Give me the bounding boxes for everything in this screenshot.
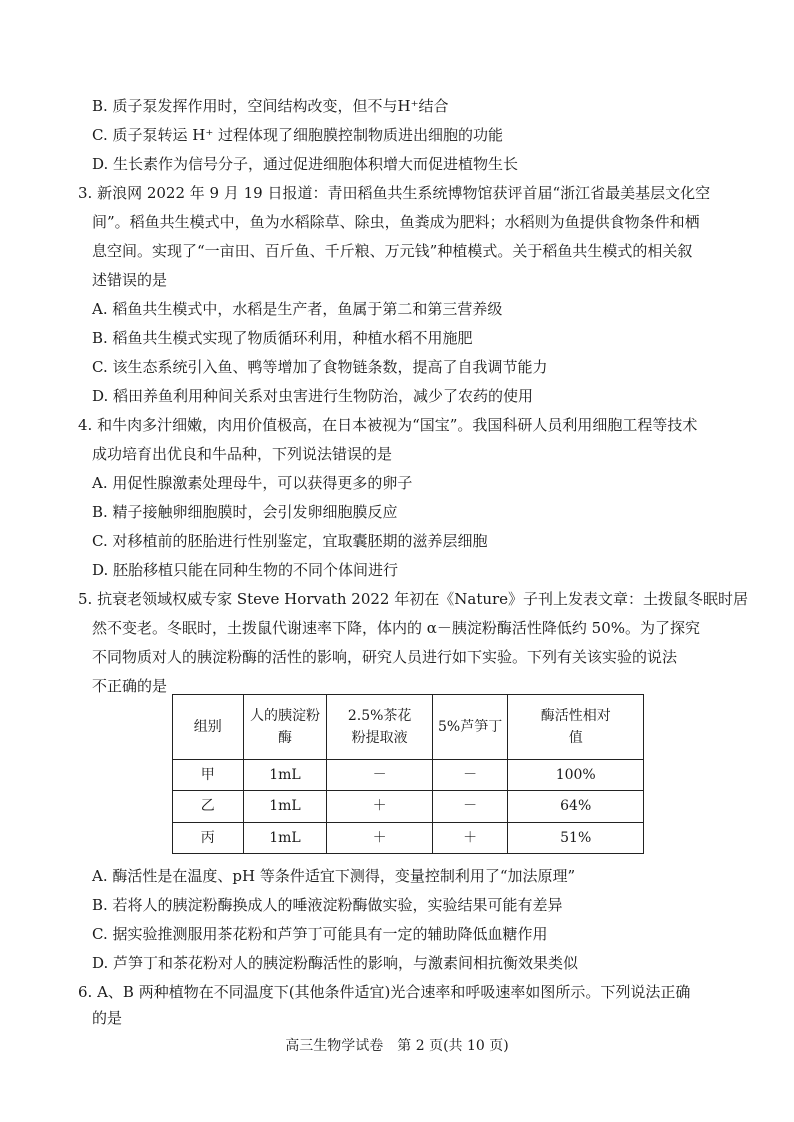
q5-stem-line-2: 然不变老。冬眠时，土拨鼠代谢速率下降，体内的 α－胰淀粉酶活性降低约 50%。为了探究 xyxy=(92,619,701,637)
table-cell: 丙 xyxy=(173,822,244,853)
table-cell: 100% xyxy=(508,760,644,791)
table-cell: 51% xyxy=(508,822,644,853)
q2-option-c: C. 质子泵转运 H⁺ 过程体现了细胞膜控制物质进出细胞的功能 xyxy=(92,126,504,144)
table-cell: ＋ xyxy=(327,822,432,853)
q3-stem-line-2: 间”。稻鱼共生模式中，鱼为水稻除草、除虫，鱼粪成为肥料；水稻则为鱼提供食物条件和栖 xyxy=(92,213,700,231)
q3-option-d: D. 稻田养鱼利用种间关系对虫害进行生物防治，减少了农药的使用 xyxy=(92,387,534,405)
table-header-cell: 2.5%茶花粉提取液 xyxy=(327,695,432,760)
q3-option-c: C. 该生态系统引入鱼、鸭等增加了食物链条数，提高了自我调节能力 xyxy=(92,358,548,376)
q4-option-c: C. 对移植前的胚胎进行性别鉴定，宜取囊胚期的滋养层细胞 xyxy=(92,532,488,550)
table-cell: 1mL xyxy=(243,822,327,853)
table-cell: 1mL xyxy=(243,791,327,822)
table-row xyxy=(173,760,644,791)
q5-option-b: B. 若将人的胰淀粉酶换成人的唾液淀粉酶做实验，实验结果可能有差异 xyxy=(92,896,563,914)
table-header-cell: 5%芦笋丁 xyxy=(432,695,508,760)
page-footer: 高三生物学试卷 第 2 页(共 10 页) xyxy=(285,1038,509,1054)
q6-stem-line-1: 6. A、B 两种植物在不同温度下(其他条件适宜)光合速率和呼吸速率如图所示。下列说法正确 xyxy=(78,983,691,1001)
table-cell: 1mL xyxy=(243,760,327,791)
q6-stem-line-2: 的是 xyxy=(92,1009,123,1027)
q3-stem-line-1: 3. 新浪网 2022 年 9 月 19 日报道：青田稻鱼共生系统博物馆获评首届“浙江省最美基层文化空 xyxy=(78,184,711,202)
table-cell: ＋ xyxy=(327,791,432,822)
table-cell: 乙 xyxy=(173,791,244,822)
table-cell: ＋ xyxy=(432,822,508,853)
q5-option-a: A. 酶活性是在温度、pH 等条件适宜下测得，变量控制利用了“加法原理” xyxy=(92,867,576,885)
table-header-row xyxy=(173,695,644,760)
table-header-cell: 组别 xyxy=(173,695,244,760)
table-header-cell: 人的胰淀粉酶 xyxy=(243,695,327,760)
q3-option-a: A. 稻鱼共生模式中，水稻是生产者，鱼属于第二和第三营养级 xyxy=(92,300,503,318)
experiment-table xyxy=(172,694,644,854)
table-cell: － xyxy=(432,760,508,791)
q4-stem-line-2: 成功培育出优良和牛品种，下列说法错误的是 xyxy=(92,445,393,463)
q5-option-c: C. 据实验推测服用茶花粉和芦笋丁可能具有一定的辅助降低血糖作用 xyxy=(92,925,548,943)
table-cell: 甲 xyxy=(173,760,244,791)
q4-stem-line-1: 4. 和牛肉多汁细嫩，肉用价值极高，在日本被视为“国宝”。我国科研人员利用细胞工程等技术 xyxy=(78,416,698,434)
q3-option-b: B. 稻鱼共生模式实现了物质循环利用，种植水稻不用施肥 xyxy=(92,329,473,347)
q3-stem-line-3: 息空间。实现了“一亩田、百斤鱼、千斤粮、万元钱”种植模式。关于稻鱼共生模式的相关叙 xyxy=(92,242,693,260)
table-cell: － xyxy=(327,760,432,791)
q4-option-b: B. 精子接触卵细胞膜时，会引发卵细胞膜反应 xyxy=(92,503,398,521)
q5-stem-line-1: 5. 抗衰老领域权威专家 Steve Horvath 2022 年初在《Nature》子刊上发表文章：土拨鼠冬眠时居 xyxy=(78,590,749,608)
q2-option-d: D. 生长素作为信号分子，通过促进细胞体积增大而促进植物生长 xyxy=(92,155,519,173)
table-cell: 64% xyxy=(508,791,644,822)
table-header-cell: 酶活性相对值 xyxy=(508,695,644,760)
q3-stem-line-4: 述错误的是 xyxy=(92,271,168,289)
q5-option-d: D. 芦笋丁和茶花粉对人的胰淀粉酶活性的影响，与激素间相抗衡效果类似 xyxy=(92,954,579,972)
table-cell: － xyxy=(432,791,508,822)
q4-option-d: D. 胚胎移植只能在同种生物的不同个体间进行 xyxy=(92,561,399,579)
table-row xyxy=(173,791,644,822)
q2-option-b: B. 质子泵发挥作用时，空间结构改变，但不与H⁺结合 xyxy=(92,97,449,115)
q5-stem-line-4: 不正确的是 xyxy=(92,677,168,695)
table-row xyxy=(173,822,644,853)
q4-option-a: A. 用促性腺激素处理母牛，可以获得更多的卵子 xyxy=(92,474,413,492)
q5-stem-line-3: 不同物质对人的胰淀粉酶的活性的影响，研究人员进行如下实验。下列有关该实验的说法 xyxy=(92,648,678,666)
